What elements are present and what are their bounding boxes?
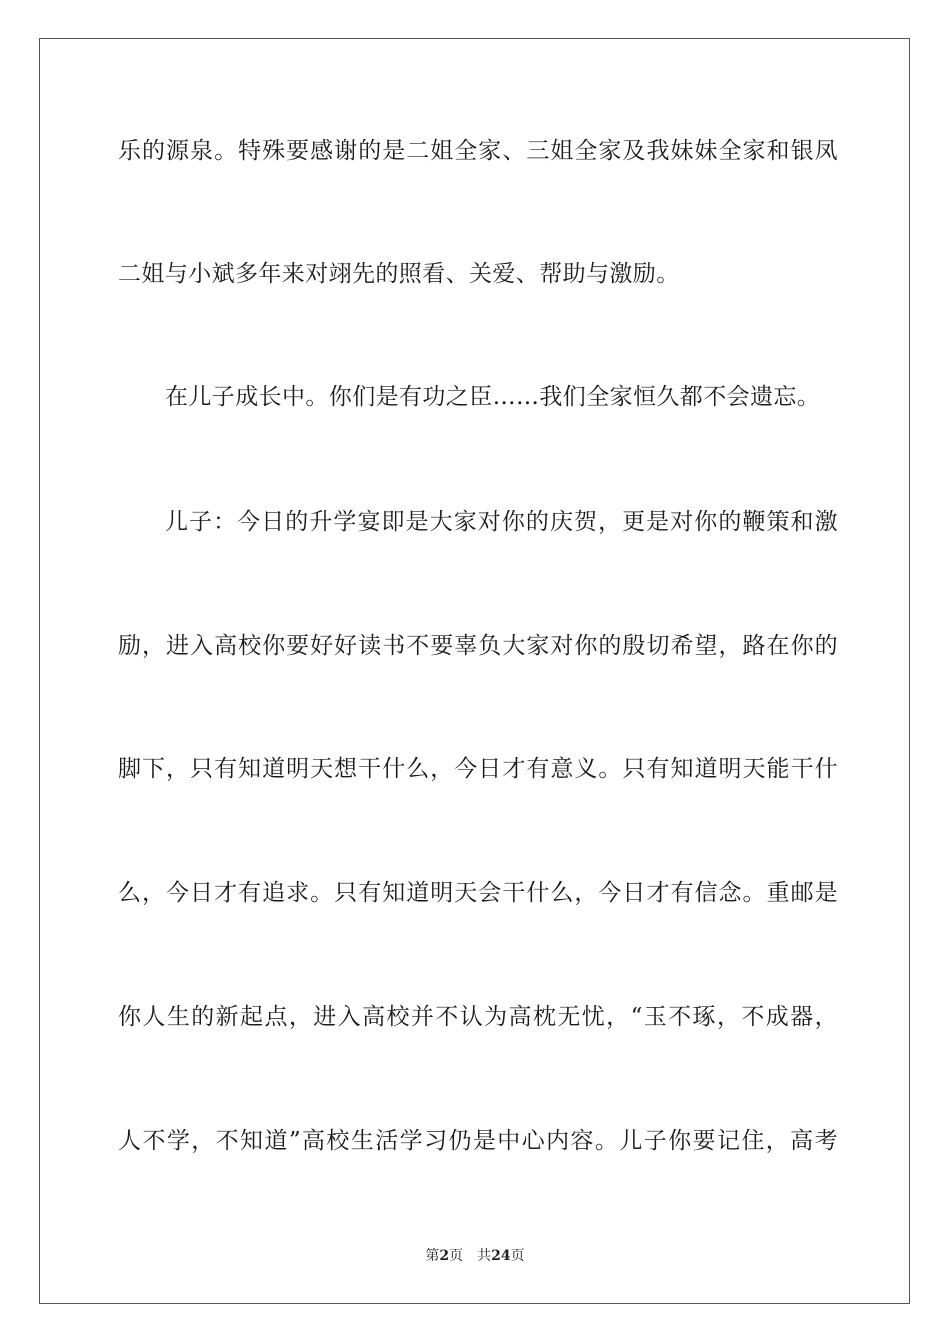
page-footer [0, 1247, 950, 1265]
text-line-6: 脚下，只有知道明天想干什么，今日才有意义。只有知道明天能干什 [118, 756, 838, 782]
text-line-9: 人不学，不知道”高校生活学习仍是中心内容。儿子你要记住，高考 [118, 1128, 838, 1154]
footer-total-prefix: 共 [477, 1248, 492, 1264]
text-line-4: 儿子：今日的升学宴即是大家对你的庆贺，更是对你的鞭策和激 [165, 509, 838, 535]
footer-page-number: 2 [439, 1248, 450, 1264]
text-line-2: 二姐与小斌多年来对翊先的照看、关爱、帮助与激励。 [118, 261, 680, 287]
text-line-1: 乐的源泉。特殊要感谢的是二姐全家、三姐全家及我妹妹全家和银凤 [118, 138, 838, 164]
text-line-5: 励，进入高校你要好好读书不要辜负大家对你的殷切希望，路在你的 [118, 633, 838, 659]
text-line-7: 么，今日才有追求。只有知道明天会干什么，今日才有信念。重邮是 [118, 880, 838, 906]
page-frame [39, 38, 910, 1304]
footer-page-prefix: 第 [425, 1248, 440, 1264]
footer-page-suffix: 页 [449, 1248, 464, 1264]
text-line-8: 你人生的新起点，进入高校并不认为高枕无忧，“玉不琢，不成器， [118, 1004, 838, 1030]
footer-total-suffix: 页 [510, 1248, 525, 1264]
text-line-3: 在儿子成长中。你们是有功之臣……我们全家恒久都不会遗忘。 [165, 384, 821, 410]
footer-total-pages: 24 [491, 1248, 511, 1264]
